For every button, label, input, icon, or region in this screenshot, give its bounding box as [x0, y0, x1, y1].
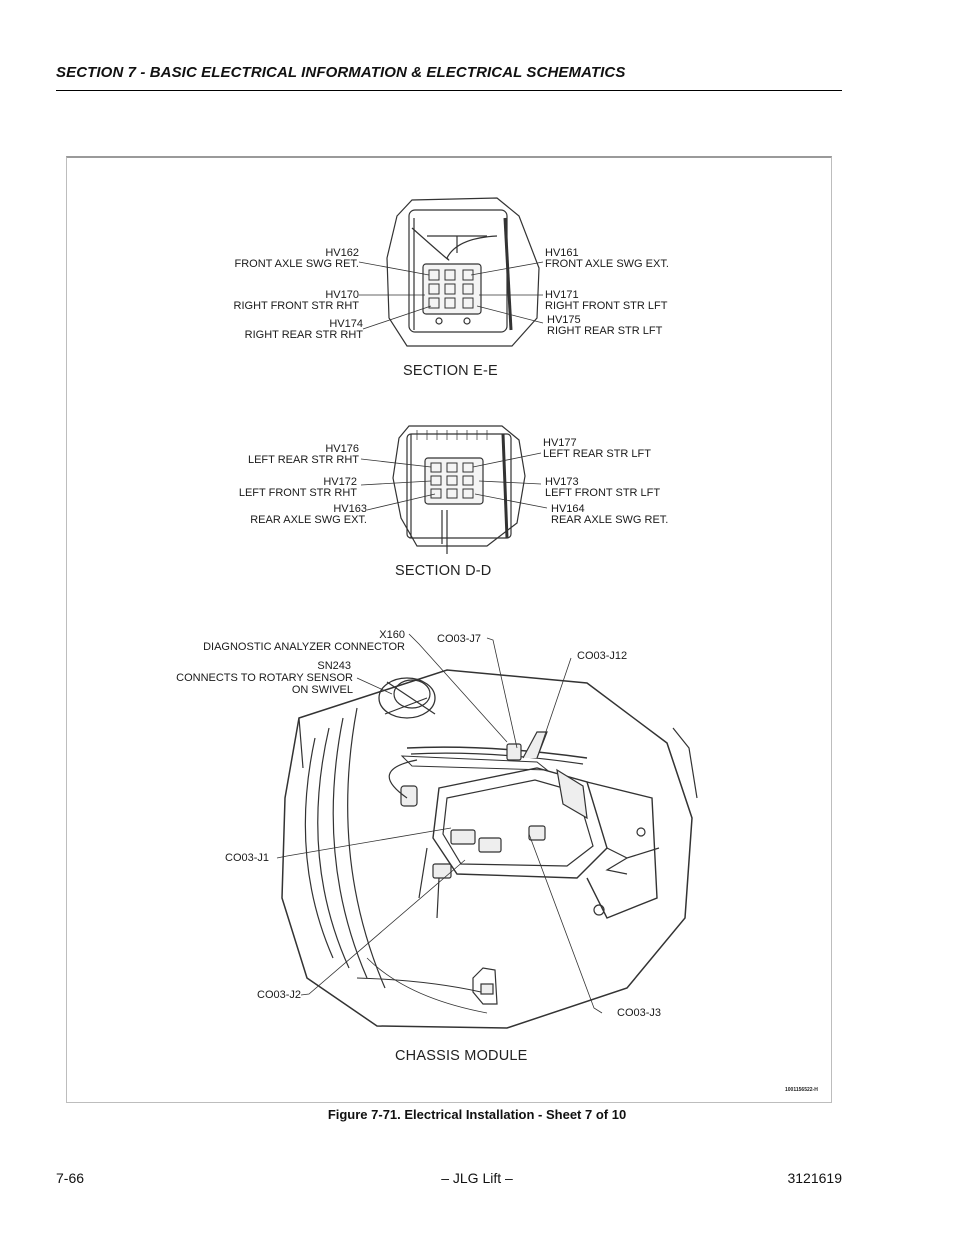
label-hv171: HV171: [545, 289, 579, 301]
label-sn243: SN243: [317, 660, 351, 672]
label-hv177-desc: LEFT REAR STR LFT: [543, 448, 651, 460]
figure-drawing: [67, 158, 831, 1102]
label-co03-j12: CO03-J12: [577, 650, 628, 662]
header-rule: [56, 90, 842, 91]
label-hv161-desc: FRONT AXLE SWG EXT.: [545, 258, 669, 270]
label-hv174: HV174: [329, 318, 363, 330]
label-co03-j2: CO03-J2: [257, 989, 302, 1001]
label-sn243-desc2: ON SWIVEL: [291, 684, 353, 696]
label-hv171-desc: RIGHT FRONT STR LFT: [545, 300, 668, 312]
label-hv175-desc: RIGHT REAR STR LFT: [547, 325, 663, 337]
figure-frame: [66, 156, 832, 1103]
label-hv164-desc: REAR AXLE SWG RET.: [551, 514, 669, 526]
label-hv172-desc: LEFT FRONT STR RHT: [238, 487, 357, 499]
chassis-module-title: CHASSIS MODULE: [395, 1048, 528, 1064]
label-hv163: HV163: [333, 503, 367, 515]
label-hv173: HV173: [545, 476, 579, 488]
label-hv162-desc: FRONT AXLE SWG RET.: [234, 258, 359, 270]
label-hv174-desc: RIGHT REAR STR RHT: [244, 329, 363, 341]
label-hv175: HV175: [547, 314, 581, 326]
chassis-module-drawing: [282, 670, 697, 1028]
section-dd-drawing: [393, 426, 525, 554]
label-hv162: HV162: [325, 247, 359, 259]
section-ee-drawing: [387, 198, 539, 346]
label-sn243-desc1: CONNECTS TO ROTARY SENSOR: [176, 672, 353, 684]
section-header-title: SECTION 7 - BASIC ELECTRICAL INFORMATION & ELECTRICAL SCHEMATICS: [56, 64, 626, 81]
label-hv173-desc: LEFT FRONT STR LFT: [545, 487, 661, 499]
label-x160-desc: DIAGNOSTIC ANALYZER CONNECTOR: [203, 641, 405, 653]
label-hv177: HV177: [543, 437, 577, 449]
label-co03-j3: CO03-J3: [617, 1007, 662, 1019]
label-x160: X160: [379, 629, 405, 641]
figure-caption: Figure 7-71. Electrical Installation - Sheet 7 of 10: [327, 1107, 627, 1122]
footer-center-text: – JLG Lift –: [441, 1170, 513, 1186]
label-hv170-desc: RIGHT FRONT STR RHT: [233, 300, 359, 312]
label-hv172: HV172: [323, 476, 357, 488]
label-hv163-desc: REAR AXLE SWG EXT.: [250, 514, 367, 526]
label-hv176: HV176: [325, 443, 359, 455]
footer-page-number: 7-66: [56, 1170, 85, 1186]
label-hv176-desc: LEFT REAR STR RHT: [247, 454, 359, 466]
figure-doc-id: 1001156522-H: [785, 1087, 818, 1093]
footer-doc-number: 3121619: [787, 1170, 842, 1186]
section-ee-title: SECTION E-E: [403, 363, 498, 379]
label-hv164: HV164: [551, 503, 585, 515]
label-hv161: HV161: [545, 247, 579, 259]
label-hv170: HV170: [325, 289, 359, 301]
label-co03-j1: CO03-J1: [225, 852, 270, 864]
label-co03-j7: CO03-J7: [437, 633, 482, 645]
section-dd-title: SECTION D-D: [395, 563, 492, 579]
